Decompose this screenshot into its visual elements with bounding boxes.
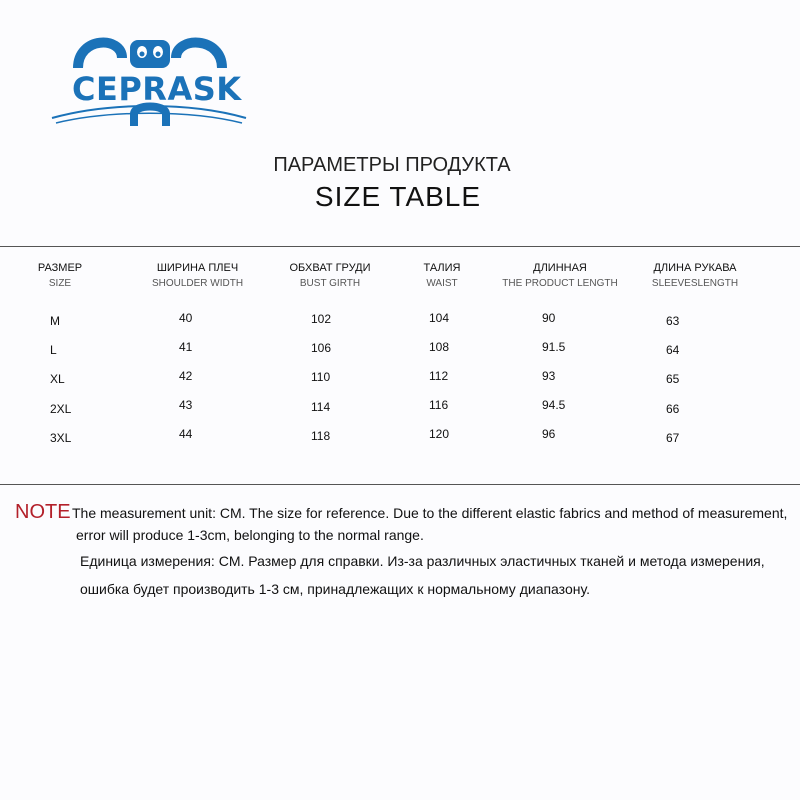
table-cell: 110 <box>311 370 331 384</box>
table-cell: 90 <box>542 311 556 325</box>
table-cell: 44 <box>179 427 193 441</box>
table-cell: L <box>50 343 57 357</box>
header-sleeve-en: SLEEVESLENGTH <box>651 278 739 289</box>
table-cell: 65 <box>666 372 680 386</box>
header-bust-ru: ОБХВАТ ГРУДИ <box>289 262 371 274</box>
table-cell: 93 <box>542 369 556 383</box>
header-bust <box>275 262 385 289</box>
table-cell: M <box>50 314 60 328</box>
table-cell: 112 <box>429 369 449 383</box>
header-waist-en: WAIST <box>426 278 458 289</box>
table-cell: 43 <box>179 398 193 412</box>
table-cell: 102 <box>311 312 332 326</box>
table-cell: 41 <box>179 340 193 354</box>
table-cell: 114 <box>311 400 331 414</box>
note-russian-line-2: ошибка будет производить 1-3 см, принадлежащих к нормальному диапазону. <box>80 581 590 597</box>
table-cell: 3XL <box>50 431 72 445</box>
title-english: SIZE TABLE <box>314 181 482 212</box>
table-cell: 63 <box>666 314 680 328</box>
table-cell: 40 <box>179 311 193 325</box>
table-cell: 67 <box>666 431 680 445</box>
table-cell: 104 <box>429 311 450 325</box>
note-english-line-2: error will produce 1-3cm, belonging to the normal range. <box>76 527 424 543</box>
header-shoulder-en: SHOULDER WIDTH <box>151 278 244 289</box>
table-cell: 118 <box>311 429 331 443</box>
header-waist-ru: ТАЛИЯ <box>423 262 461 274</box>
table-bottom-divider <box>0 484 800 485</box>
table-cell: 108 <box>429 340 450 354</box>
header-waist <box>400 262 484 289</box>
brand-wordmark: CEPRASK <box>72 70 242 108</box>
header-size <box>20 262 100 289</box>
header-length-en: THE PRODUCT LENGTH <box>502 278 618 289</box>
table-cell: XL <box>50 372 65 386</box>
table-cell: 66 <box>666 402 680 416</box>
table-cell: 2XL <box>50 402 72 416</box>
table-cell: 64 <box>666 343 680 357</box>
table-cell: 94.5 <box>542 398 566 412</box>
header-sleeve-ru: ДЛИНА РУКАВА <box>653 262 737 274</box>
header-size-en: SIZE <box>48 278 72 289</box>
note-label: NOTE <box>15 501 71 523</box>
note-english-line-1: The measurement unit: CM. The size for reference. Due to the different elastic fabrics and method of measurement, <box>72 505 788 521</box>
table-cell: 91.5 <box>542 340 566 354</box>
table-cell: 120 <box>429 427 450 441</box>
title-russian: ПАРАМЕТРЫ ПРОДУКТА <box>273 154 511 176</box>
header-sleeve <box>640 262 750 289</box>
note-russian-line-1: Единица измерения: CM. Размер для справки. Из-за различных эластичных тканей и метода измерения, <box>80 553 765 569</box>
table-top-divider <box>0 246 800 247</box>
header-length-ru: ДЛИННАЯ <box>533 262 587 274</box>
header-bust-en: BUST GIRTH <box>299 278 361 289</box>
header-length <box>490 262 630 289</box>
table-cell: 106 <box>311 341 332 355</box>
header-shoulder-ru: ШИРИНА ПЛЕЧ <box>156 262 239 274</box>
brand-logo <box>50 30 250 130</box>
header-size-ru: РАЗМЕР <box>37 262 83 274</box>
header-shoulder <box>140 262 255 289</box>
table-cell: 116 <box>429 398 449 412</box>
table-cell: 96 <box>542 427 556 441</box>
table-cell: 42 <box>179 369 193 383</box>
